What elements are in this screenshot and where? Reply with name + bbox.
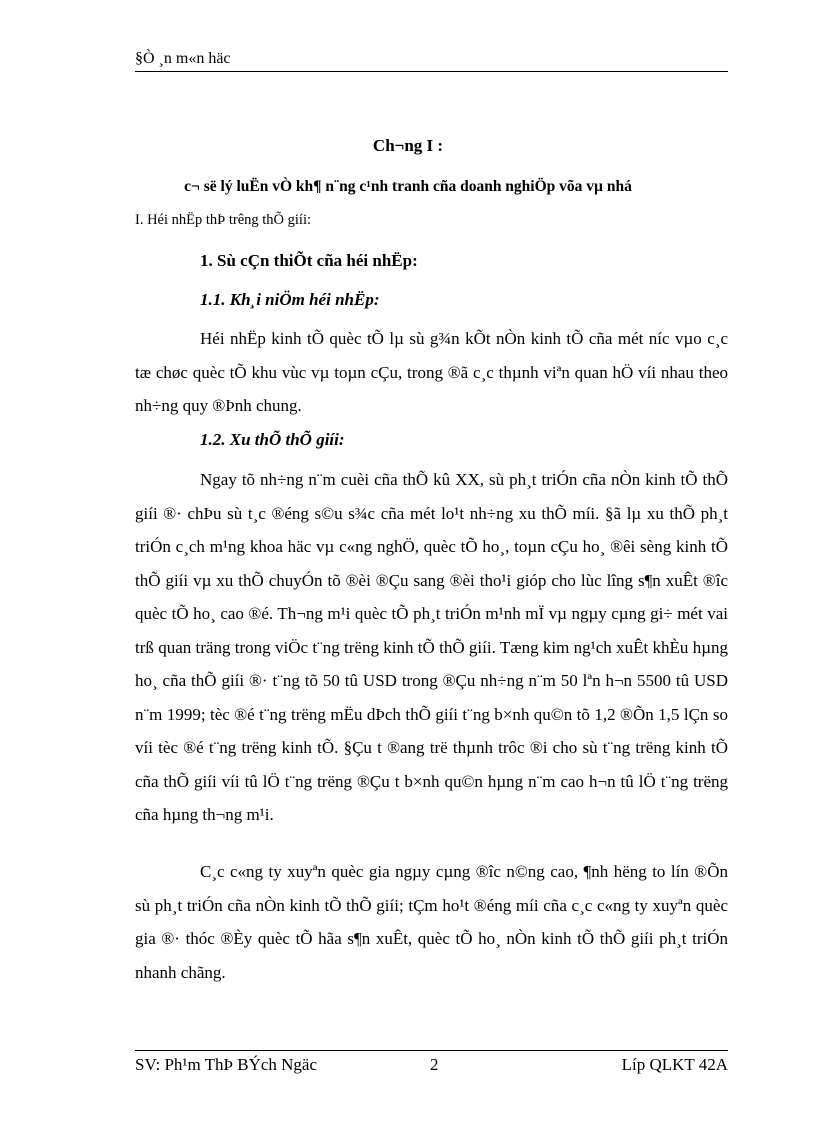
page-number: 2 [430,1055,439,1074]
footer-divider [135,1050,728,1051]
chapter-title: Ch¬ng I : [372,136,444,155]
paragraph-world-trend: Ngay tõ nh÷ng n¨m cuèi cña thÕ kû XX, sù ph¸t triÓn cña nÒn kinh tÕ thÕ giíi ®· chÞu sù t¸c ®éng s©u s¾c cña mét lo¹t nh÷ng xu thÕ míi. §ã lµ xu thÕ ph¸t triÓn c¸ch m¹ng khoa häc vµ c«ng nghÖ, quèc tÕ ho¸, toµn cÇu ho¸ ®êi sèng kinh tÕ thÕ giíi vµ xu thÕ chuyÓn tõ ®èi ®Çu sang ®èi tho¹i gióp cho lùc lîng s¶n xuÊt ®îc quèc tÕ ho¸ cao ®é. Th¬ng m¹i quèc tÕ ph¸t triÓn m¹nh mÏ vµ ngµy cµng gi÷ mét vai trß quan träng trong viÖc t¨ng trëng kinh tÕ thÕ giíi. Tæng kim ng¹ch xuÊt khÈu hµng ho¸ cña thÕ giíi ®· t¨ng tõ 50 tû USD trong ®Çu nh÷ng n¨m 50 lªn h¬n 5500 tû USD n¨m 1999; tèc ®é t¨ng trëng mËu dÞch thÕ giíi t¨ng b×nh qu©n tõ 1,2 ®Õn 1,5 lÇn so víi tèc ®é t¨ng trëng kinh tÕ. §Çu t ®ang trë thµnh trôc ®i cho sù t¨ng trëng kinh tÕ cña thÕ giíi víi tû lÖ t¨ng trëng ®Çu t b×nh qu©n hµng n¨m cao h¬n tû lÖ t¨ng trëng cña hµng th¬ng m¹i. [135,470,728,824]
paragraph-multinationals: C¸c c«ng ty xuyªn quèc gia ngµy cµng ®îc n©ng cao, ¶nh hëng to lín ®Õn sù ph¸t triÓn cña nÒn kinh tÕ thÕ giíi; tÇm ho¹t ®éng míi cña c¸c c«ng ty xuyªn quèc gia ®· thóc ®Èy quèc tÕ hãa s¶n xuÊt, quèc tÕ ho¸ nÒn kinh tÕ thÕ giíi ph¸t triÓn nhanh chãng. [135,862,728,982]
footer-student: SV: Ph¹m ThÞ BÝch Ngäc [135,1055,318,1074]
chapter-subtitle: c¬ së lý luËn vÒ kh¶ n¨ng c¹nh tranh cña doanh nghiÖp võa vµ nhá [184,178,632,195]
header-divider [135,71,728,72]
page-header: §Ò ¸n m«n häc [135,50,231,67]
heading-1-1: 1.1. Kh¸i niÖm héi nhËp: [200,290,380,309]
paragraph-definition: Héi nhËp kinh tÕ quèc tÕ lµ sù g¾n kÕt nÒn kinh tÕ cña mét níc vµo c¸c tæ chøc quèc tÕ khu vùc vµ toµn cÇu, trong ®ã c¸c thµnh viªn quan hÖ víi nhau theo nh÷ng quy ®Þnh chung. [135,329,728,415]
heading-1: 1. Sù cÇn thiÕt cña héi nhËp: [200,251,418,270]
footer-class: Líp QLKT 42A [621,1055,728,1074]
heading-1-2: 1.2. Xu thÕ thÕ giíi: [200,430,345,449]
section-heading: I. Héi nhËp thÞ trêng thÕ giíi: [135,212,311,228]
